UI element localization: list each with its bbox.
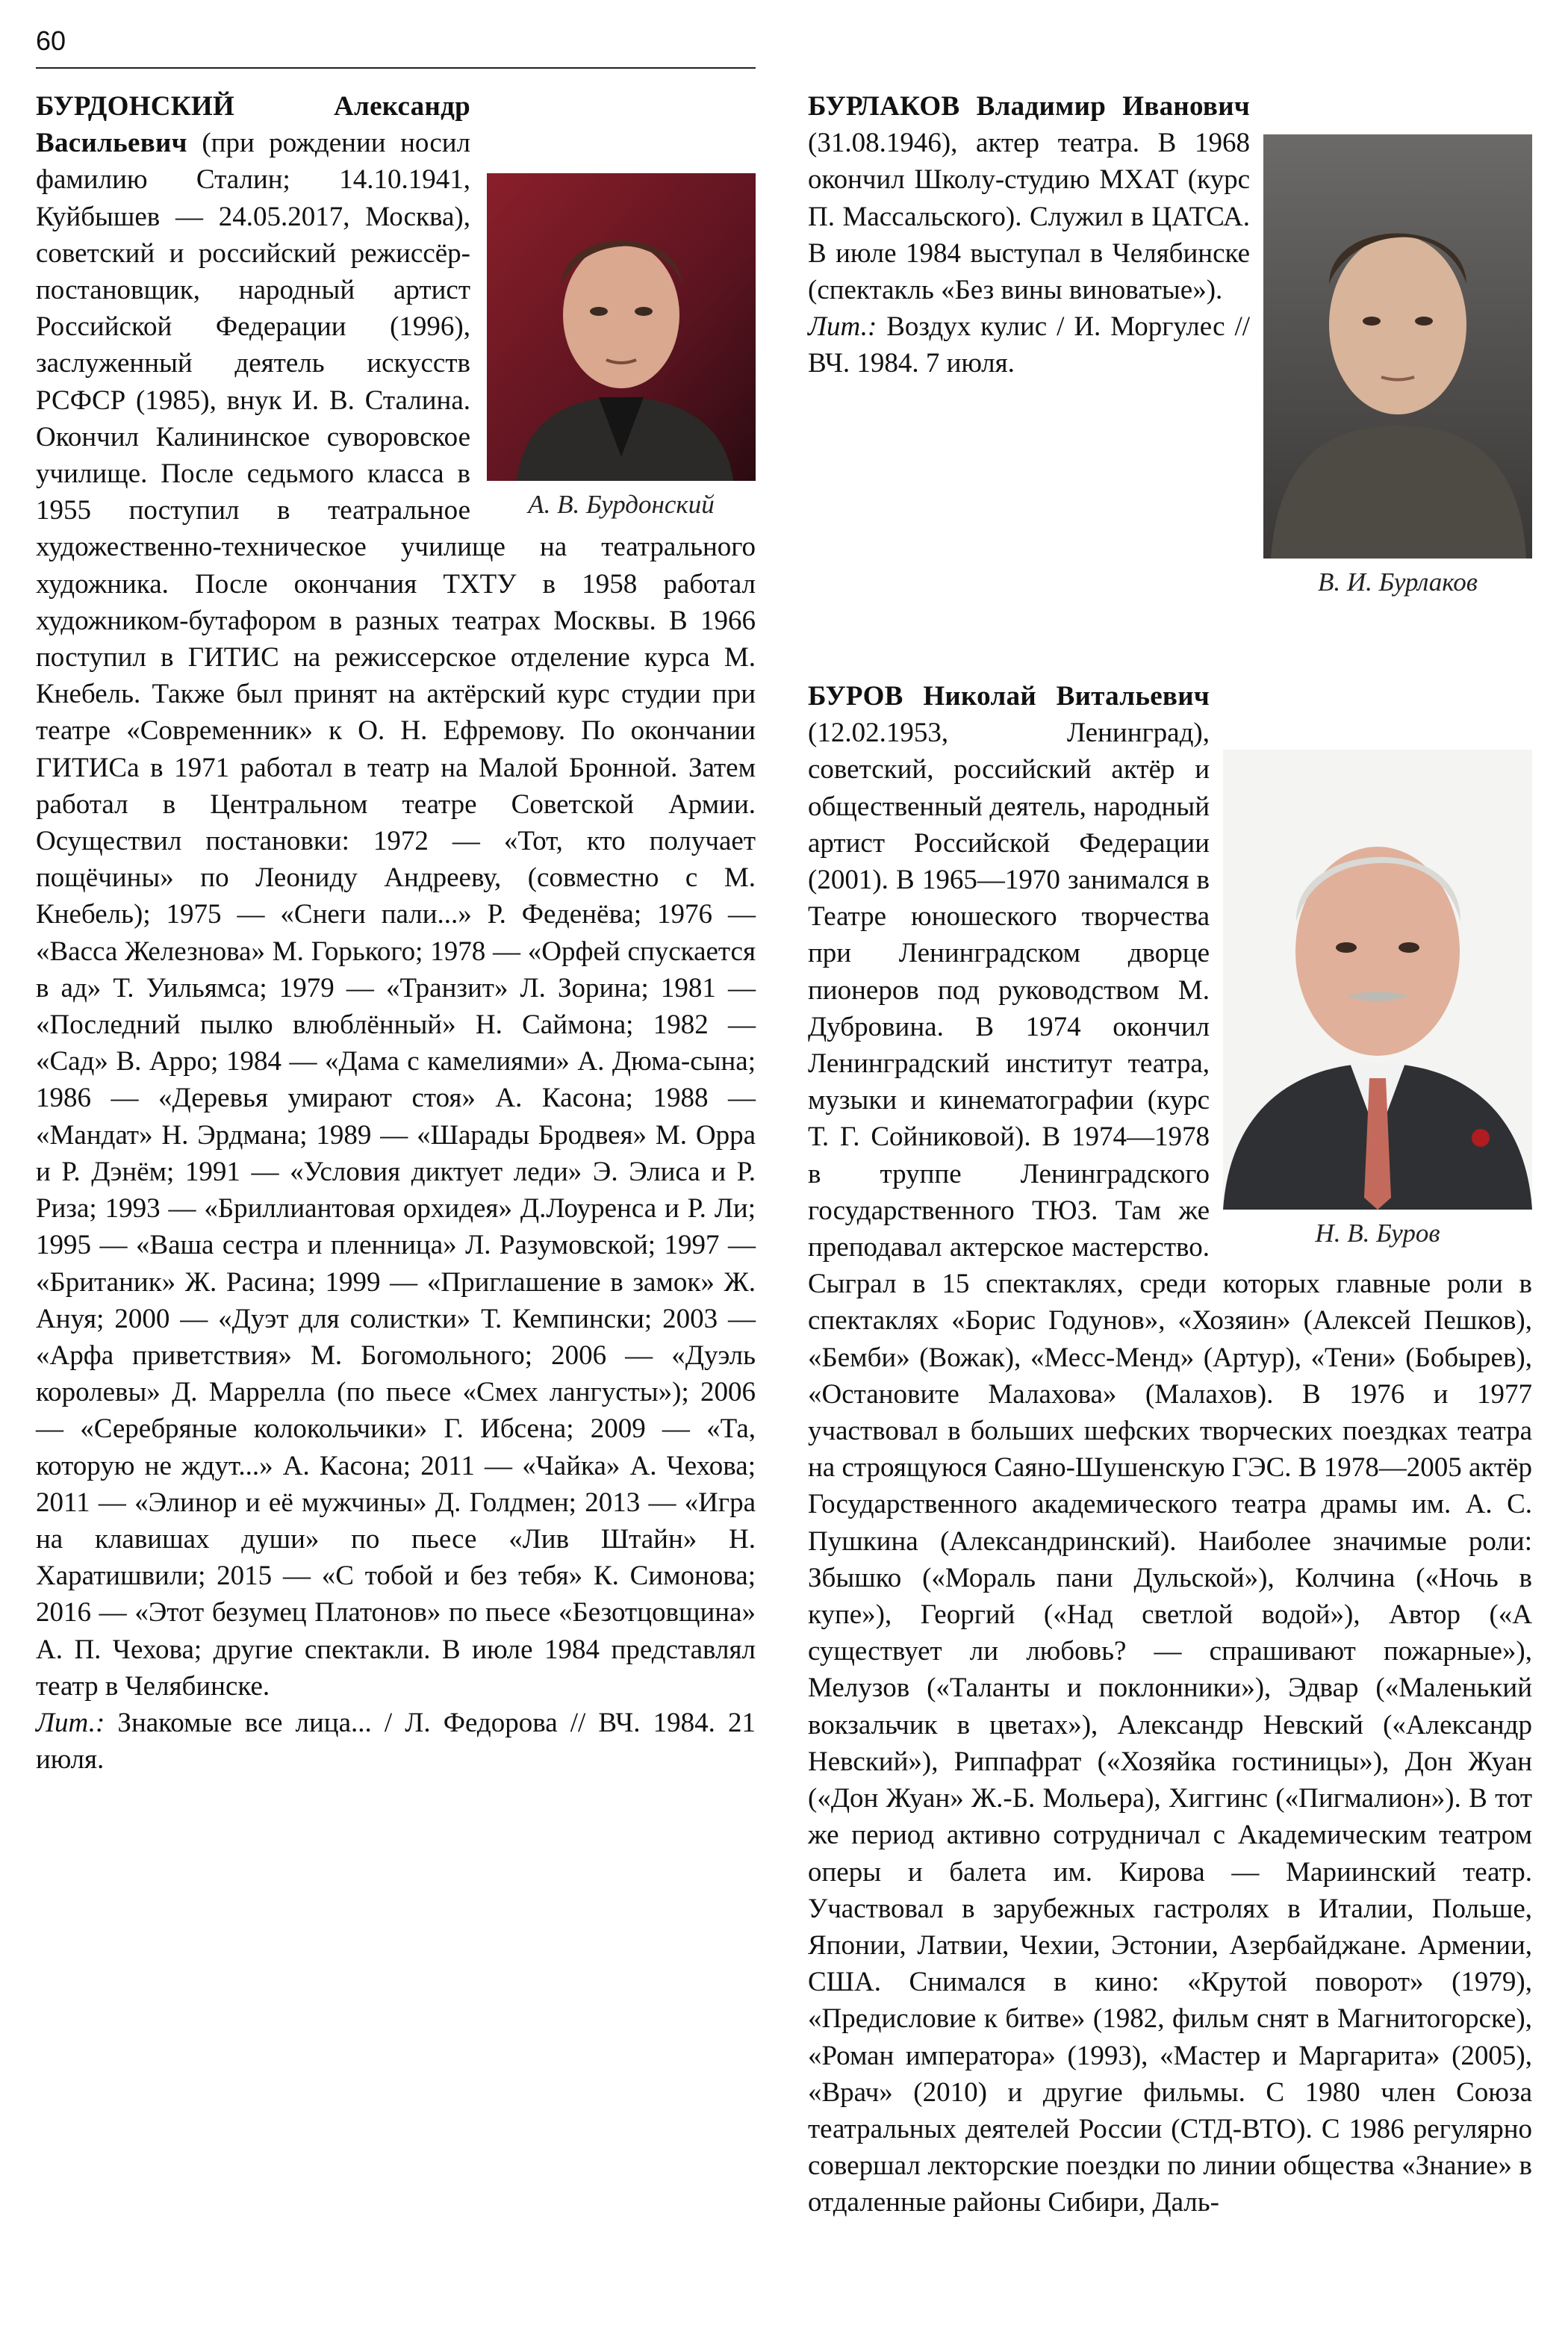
portrait-photo-burov [1223,750,1532,1210]
photo-figure-burlakov [1263,134,1532,600]
left-column [36,88,756,1778]
entry-burov [808,678,1532,2221]
header-rule [36,67,756,69]
entry-body-burov: (12.02.1953, Ленинград), советский, российский актёр и общественный деятель, народный артист Российской Федерации (2001). В 1965—1970 занимался в Театре юношеского творчества при Ленинградском дворце пионеров под руководством М. Дубровина. В 1974 окончил Ленинградский институт театра, музыки и кинематографии (курс Т. Г. Сойниковой). В 1974—1978 в труппе Ленинградского государственного ТЮЗ. Там же преподавал актерское мастерство. Сыграл в 15 спектаклях, среди которых главные роли в спектаклях «Борис Годунов», «Хозяин» (Алексей Пешков), «Бемби» (Вожак), «Месс-Менд» (Артур), «Тени» (Бобырев), «Остановите Малахова» (Малахов). В 1976 и 1977 участвовал в больших шефских творческих поездках театра на строящуюся Саяно-Шушенскую ГЭС. В 1978—2005 актёр Государственного академического театра драмы им. А. С. Пушкина (Александринский). Наиболее значимые роли: Збышко («Мораль пани Дульской»), Колчина («Ночь в купе»), Георгий («Над светлой водой»), Автор («А существует ли любовь? — спрашивают пожарные»), Мелузов («Таланты и поклонники»), Эдвар («Маленький вокзальчик в цветах»), Александр Невский («Александр Невский»), Риппафрат («Хозяйка гостиницы»), Дон Жуан («Дон Жуан» Ж.-Б. Мольера), Хиггинс («Пигмалион»). В тот же период активно сотрудничал с Академическим театром оперы и балета им. Кирова — Мариинский театр. Участвовал в зарубежных гастролях в Италии, Польше, Японии, Латвии, Чехии, Эстонии, Азербайджане. Армении, США. Снимался в кино: «Крутой поворот» (1979), «Предисловие к битве» (1982, фильм снят в Магнитогорске), «Роман императора» (1993), «Мастер и Маргарита» (2005), «Врач» (2010) и другие фильмы. С 1980 член Союза театральных деятелей России (СТД-ВТО). С 1986 регулярно совершал лекторские поездки по линии общества «Знание» в отдаленные районы Сибири, Даль- [808,718,1532,2218]
photo-caption-burlakov: В. И. Бурлаков [1317,567,1478,597]
entry-burlakov [808,88,1532,597]
literature-label: Лит.: [36,1707,105,1738]
entry-name-burov: БУРОВ Николай Витальевич [808,681,1210,712]
entry-body-burlakov: (31.08.1946), актер театра. В 1968 окончил Школу-студию МХАТ (курс П. Массальского). Служил в ЦАТСА. В июле 1984 выступал в Челябинске (спектакль «Без вины виноватые»). [808,128,1250,306]
entry-body-burdonsky: (при рождении носил фамилию Сталин; 14.10.1941, Куйбышев — 24.05.2017, Москва), советский и российский режиссёр-постановщик, народный артист Российской Федерации (1996), заслуженный деятель искусств РСФСР (1985), внук И. В. Сталина. Окончил Калининское суворовское училище. После седьмого класса в 1955 поступил в театральное художественно-техническое училище на театрального художника. После окончания ТХТУ в 1958 работал художником-бутафором в разных театрах Москвы. В 1966 поступил в ГИТИС на режиссерское отделение курса М. Кнебель. Также был принят на актёрский курс студии при театре «Современник» к О. Н. Ефремову. По окончании ГИТИСа в 1971 работал в театр на Малой Бронной. Затем работал в Центральном театре Советской Армии. Осуществил постановки: 1972 — «Тот, кто получает пощёчины» по Леониду Андрееву, (совместно с М. Кнебель); 1975 — «Снеги пали...» Р. Феденёва; 1976 — «Васса Железнова» М. Горького; 1978 — «Орфей спускается в ад» Т. Уильямса; 1979 — «Транзит» Л. Зорина; 1981 — «Последний пылко влюблённый» Н. Саймона; 1982 — «Сад» В. Арро; 1984 — «Дама с камелиями» А. Дюма-сына; 1986 — «Деревья умирают стоя» А. Касона; 1988 — «Мандат» Н. Эрдмана; 1989 — «Шарады Бродвея» М. Орра и Р. Дэнём; 1991 — «Условия диктует леди» Э. Элиса и Р. Риза; 1993 — «Бриллиантовая орхидея» Д.Лоуренса и Р. Ли; 1995 — «Ваша сестра и пленница» Л. Разумовской; 1997 — «Британик» Ж. Расина; 1999 — «Приглашение в замок» Ж. Ануя; 2000 — «Дуэт для солистки» Т. Кемпински; 2003 — «Арфа приветствия» М. Богомольного; 2006 — «Дуэль королевы» Д. Маррелла (по пьесе «Смех лангусты»); 2006 — «Серебряные колокольчики» Г. Ибсена; 2009 — «Та, которую не ждут...» А. Касона; 2011 — «Чайка» А. Чехова; 2011 — «Элинор и её мужчины» Д. Голдмен; 2013 — «Игра на клавишах души» по пьесе «Лив Штайн» Н. Харатишвили; 2015 — «С тобой и без тебя» К. Симонова; 2016 — «Этот безумец Платонов» по пьесе «Безотцовщина» А. П. Чехова; другие спектакли. В июле 1984 представлял театр в Челябинске. [36,128,756,1702]
literature-label: Лит.: [808,311,877,343]
photo-figure-burov [1223,750,1532,1251]
page-number: 60 [36,25,66,56]
portrait-photo-burdonsky [487,173,756,481]
portrait-photo-burlakov [1263,134,1532,559]
entry-burdonsky [36,88,756,1778]
photo-caption-burov: Н. В. Буров [1315,1219,1440,1248]
entry-gap [808,605,1532,678]
literature-burdonsky [36,1705,756,1778]
photo-figure-burdonsky [487,173,756,523]
entry-name-burlakov: БУРЛАКОВ Владимир Иванович [808,91,1250,122]
entry-name-burdonsky: БУРДОНСКИЙ Александр Васильевич [36,91,470,159]
right-column [808,88,1532,2221]
literature-text: Знакомые все лица... / Л. Федорова // ВЧ. 1984. 21 июля. [36,1707,756,1776]
photo-caption-burdonsky: А. В. Бурдонский [528,490,715,519]
literature-text: Воздух кулис / И. Моргулес // ВЧ. 1984. 7 июля. [808,311,1250,379]
